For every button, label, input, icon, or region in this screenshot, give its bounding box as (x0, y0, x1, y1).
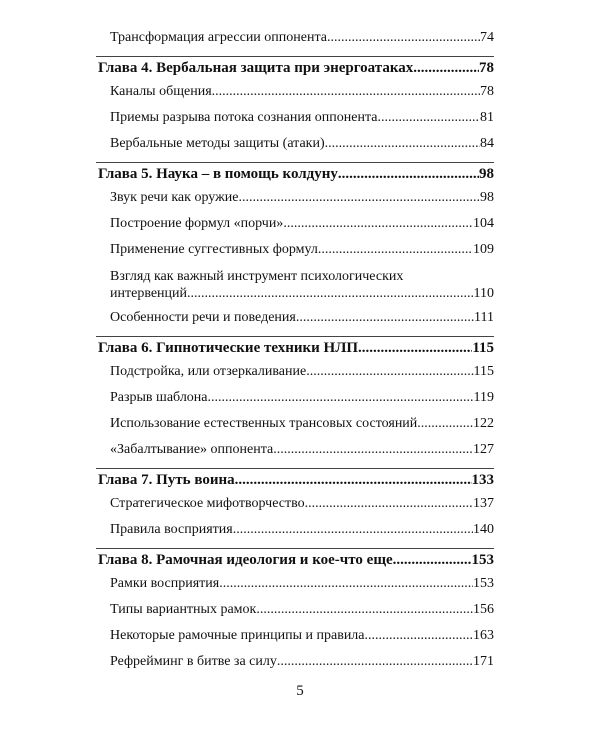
toc-entry[interactable] (96, 628, 494, 654)
toc-entry-title: Правила восприятия (110, 522, 233, 537)
leader-dots (238, 190, 480, 206)
toc-entry-title: Приемы разрыва потока сознания оппонента (110, 110, 378, 125)
leader-dots (318, 242, 473, 258)
toc-entry[interactable] (96, 390, 494, 416)
leader-dots (338, 166, 479, 183)
toc-entry-title: Построение формул «порчи» (110, 216, 284, 231)
toc-entry[interactable] (96, 216, 494, 242)
toc-chapter[interactable] (96, 340, 494, 364)
divider (96, 548, 494, 549)
toc-entry-page: 119 (473, 390, 494, 405)
toc-entry-page: 153 (473, 576, 494, 591)
toc-entry-page: 78 (480, 84, 494, 99)
divider (96, 56, 494, 57)
toc-entry-title: «Забалтывание» оппонента (110, 442, 274, 457)
leader-dots (283, 216, 473, 232)
leader-dots (296, 310, 474, 326)
toc-chapter-title: Глава 8. Рамочная идеология и кое-что еще (98, 552, 393, 568)
toc-entry-title: Вербальные методы защиты (атаки) (110, 136, 325, 151)
toc-chapter-title: Глава 7. Путь воина (98, 472, 235, 488)
toc-chapter-page: 153 (471, 552, 494, 568)
toc-entry-page: 98 (480, 190, 494, 205)
toc-entry[interactable] (96, 136, 494, 162)
toc-entry[interactable] (96, 310, 494, 336)
toc-entry[interactable] (96, 84, 494, 110)
leader-dots (377, 110, 480, 126)
toc-entry-line2 (110, 285, 494, 303)
toc-entry[interactable] (96, 496, 494, 522)
toc-entry[interactable] (96, 576, 494, 602)
toc-entry[interactable] (96, 416, 494, 442)
leader-dots (325, 136, 480, 152)
toc-entry-page: 104 (473, 216, 494, 231)
toc-entry-title: Каналы общения (110, 84, 212, 99)
leader-dots (305, 496, 473, 512)
toc-entry-title: Разрыв шаблона (110, 390, 208, 405)
toc-entry-page: 115 (473, 364, 494, 379)
toc-chapter-page: 78 (479, 60, 494, 76)
leader-dots (187, 285, 473, 303)
toc-entry-title: Трансформация агрессии оппонента (110, 30, 327, 45)
toc-entry-page: 163 (473, 628, 494, 643)
toc-entry[interactable] (96, 442, 494, 468)
leader-dots (393, 552, 472, 569)
toc-entry-title-line2: интервенций (110, 286, 188, 301)
toc-entry-title: Рамки восприятия (110, 576, 220, 591)
leader-dots (256, 602, 473, 618)
leader-dots (306, 364, 473, 380)
toc-chapter-page: 133 (471, 472, 494, 488)
toc-chapter[interactable] (96, 552, 494, 576)
toc-entry-page: 84 (480, 136, 494, 151)
toc-entry-page: 156 (473, 602, 494, 617)
toc-entry-title: Подстройка, или отзеркаливание (110, 364, 307, 379)
table-of-contents (96, 30, 494, 680)
toc-entry[interactable] (96, 364, 494, 390)
toc-chapter-page: 98 (479, 166, 494, 182)
toc-entry-page: 110 (473, 286, 494, 301)
divider (96, 468, 494, 469)
toc-chapter-title: Глава 4. Вербальная защита при энергоатаках (98, 60, 414, 76)
toc-entry[interactable] (96, 242, 494, 268)
leader-dots (233, 522, 473, 538)
toc-entry-page: 127 (473, 442, 494, 457)
toc-entry[interactable] (96, 30, 494, 56)
toc-entry-title: Применение суггестивных формул (110, 242, 318, 257)
leader-dots (413, 60, 479, 77)
leader-dots (417, 416, 473, 432)
leader-dots (273, 442, 473, 458)
toc-chapter[interactable] (96, 60, 494, 84)
toc-chapter-title: Глава 6. Гипнотические техники НЛП (98, 340, 359, 356)
toc-entry-title: Использование естественных трансовых состояний (110, 416, 418, 431)
toc-entry[interactable] (96, 110, 494, 136)
leader-dots (365, 628, 473, 644)
toc-entry-page: 137 (473, 496, 494, 511)
leader-dots (235, 472, 472, 489)
toc-entry-page: 74 (480, 30, 494, 45)
leader-dots (327, 30, 480, 46)
divider (96, 162, 494, 163)
toc-entry[interactable] (96, 522, 494, 548)
toc-entry-page: 81 (480, 110, 494, 125)
leader-dots (208, 390, 474, 406)
leader-dots (358, 340, 472, 357)
toc-chapter[interactable] (96, 166, 494, 190)
toc-entry[interactable] (96, 602, 494, 628)
toc-entry-multiline[interactable] (96, 268, 494, 303)
divider (96, 336, 494, 337)
toc-entry-page: 111 (474, 310, 494, 325)
toc-entry-page: 109 (473, 242, 494, 257)
toc-entry-title: Особенности речи и поведения (110, 310, 296, 325)
toc-entry-page: 122 (473, 416, 494, 431)
toc-entry-page: 140 (473, 522, 494, 537)
toc-chapter-page: 115 (472, 340, 494, 356)
toc-entry[interactable] (96, 190, 494, 216)
toc-entry-title: Стратегическое мифотворчество (110, 496, 305, 511)
toc-entry-title: Некоторые рамочные принципы и правила (110, 628, 365, 643)
leader-dots (212, 84, 480, 100)
toc-entry-title-line1: Взгляд как важный инструмент психологических (110, 269, 404, 284)
page-number: 5 (296, 683, 304, 699)
toc-entry-title: Типы вариантных рамок (110, 602, 257, 617)
toc-entry-page: 171 (473, 654, 494, 669)
leader-dots (219, 576, 473, 592)
toc-entry[interactable] (96, 654, 494, 680)
toc-chapter-title: Глава 5. Наука – в помощь колдуну (98, 166, 338, 182)
toc-entry-title: Звук речи как оружие (110, 190, 239, 205)
toc-chapter[interactable] (96, 472, 494, 496)
toc-entry-title: Рефрейминг в битве за силу (110, 654, 277, 669)
leader-dots (277, 654, 473, 670)
